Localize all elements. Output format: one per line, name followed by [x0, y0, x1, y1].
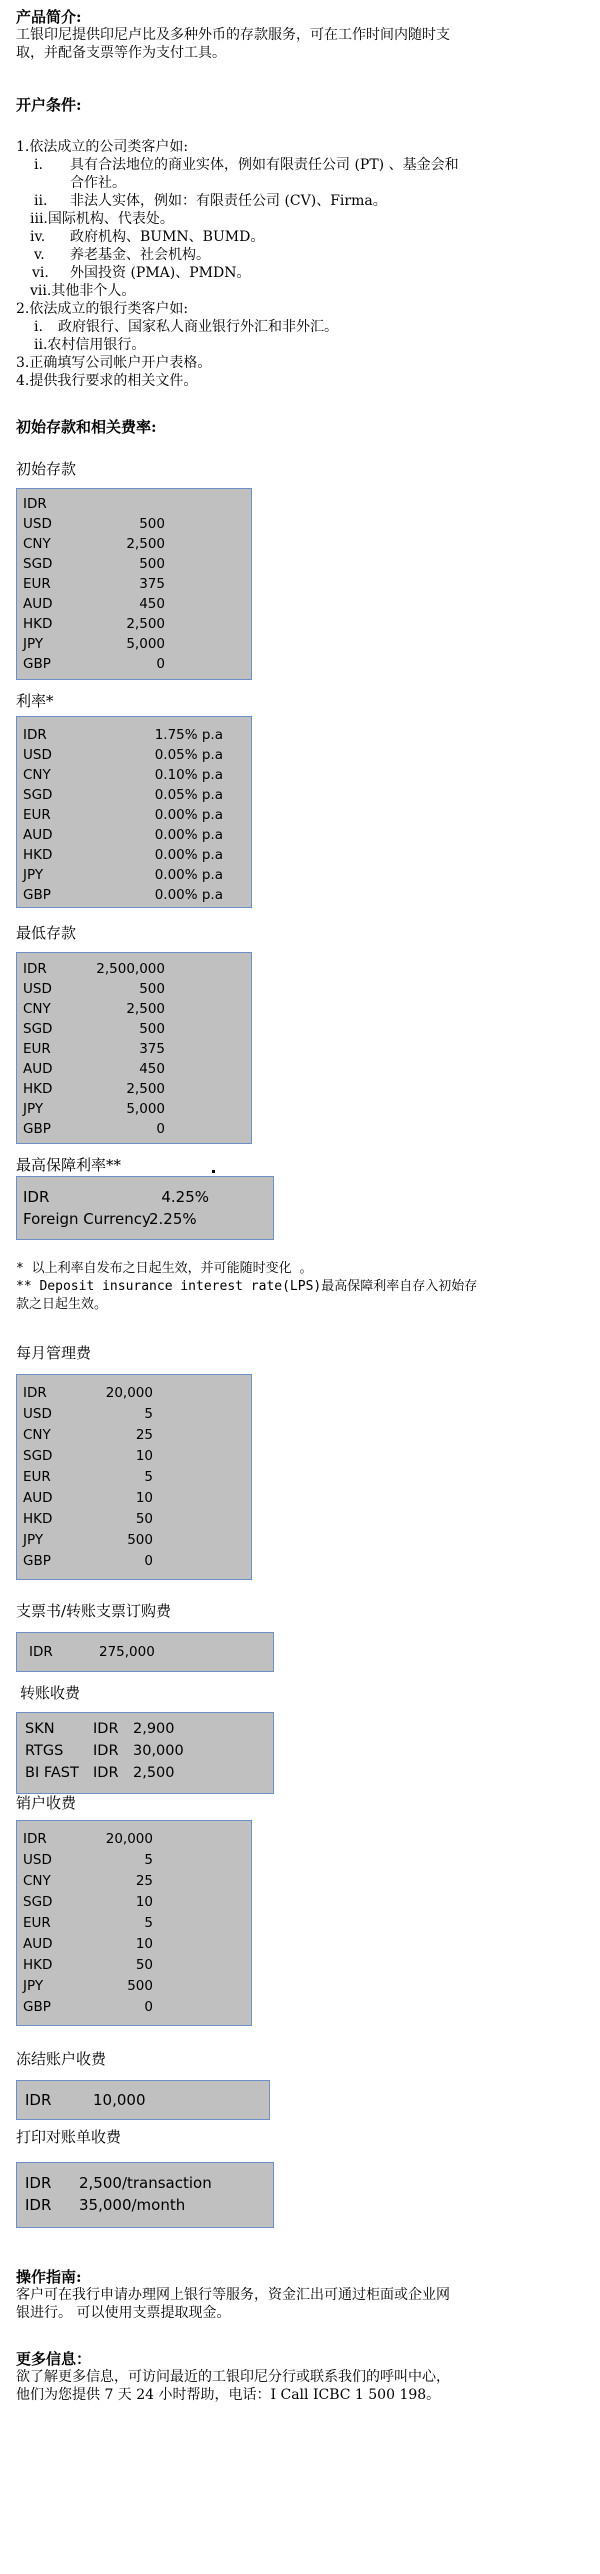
condition-item: 3.正确填写公司帐户开户表格。 [16, 355, 212, 371]
table-row: EUR 375 [23, 576, 165, 592]
table-row: JPY 5,000 [23, 636, 165, 652]
condition-item: 养老基金、社会机构。 [70, 247, 210, 263]
table-row: IDR 20,000 [23, 1385, 153, 1401]
table-row: SGD 500 [23, 1021, 165, 1037]
table-row: JPY 500 [23, 1532, 153, 1548]
condition-item: iii.国际机构、代表处。 [30, 211, 174, 227]
table-row: GBP 0 [23, 1121, 165, 1137]
table-row: GBP 0 [23, 1553, 153, 1569]
table-row: CNY 2,500 [23, 1001, 165, 1017]
guide-line2: 银进行。 可以使用支票提取现金。 [16, 2305, 231, 2321]
table-row: AUD 10 [23, 1936, 153, 1952]
table-row: EUR 375 [23, 1041, 165, 1057]
guide-heading: 操作指南: [16, 2268, 82, 2286]
statement-fee-label: 打印对账单收费 [16, 2128, 122, 2146]
condition-item: ii.农村信用银行。 [34, 337, 146, 353]
cheque-fee-label: 支票书/转账支票订购费 [16, 1602, 172, 1620]
condition-item: 外国投资 (PMA)、PMDN。 [70, 265, 251, 281]
table-row: GBP 0 [23, 1999, 153, 2015]
max-guarantee-table [16, 1176, 274, 1240]
more-info-line1: 欲了解更多信息，可访问最近的工银印尼分行或联系我们的呼叫中心， [16, 2369, 450, 2385]
table-row: SGD 10 [23, 1448, 153, 1464]
condition-item: i. [34, 319, 43, 335]
condition-item: 2.依法成立的银行类客户如: [16, 301, 189, 317]
table-row: CNY 25 [23, 1873, 153, 1889]
table-row: SGD 0.05% p.a [23, 787, 223, 803]
table-row: USD 0.05% p.a [23, 747, 223, 763]
note-2-line2: 款之日起生效。 [16, 1297, 108, 1312]
condition-item: 具有合法地位的商业实体，例如有限责任公司 (PT) 、基金会和 [70, 157, 459, 173]
product-desc-line2: 取，并配备支票等作为支付工具。 [16, 45, 226, 61]
table-row: IDR 1.75% p.a [23, 727, 223, 743]
frozen-fee-table [16, 2080, 270, 2120]
table-row: CNY 2,500 [23, 536, 165, 552]
table-row: SKN IDR 2,900 [25, 1721, 175, 1737]
table-row: HKD 0.00% p.a [23, 847, 223, 863]
table-row: Foreign Currency 2.25% [23, 1210, 197, 1228]
table-row: IDR 10,000 [25, 2091, 146, 2109]
dot-mark [212, 1170, 215, 1173]
initial-deposit-table: IDR USD 500 CNY 2,500 SGD 500 EUR 375 AUD 450 HKD 2,500 JPY 5,000 GBP 0 [16, 488, 252, 680]
table-row: EUR 5 [23, 1915, 153, 1931]
table-row: RTGS IDR 30,000 [25, 1743, 184, 1759]
minimum-deposit-table [16, 952, 252, 1144]
condition-item: 政府银行、国家私人商业银行外汇和非外汇。 [58, 319, 338, 335]
table-row: BI FAST IDR 2,500 [25, 1765, 175, 1781]
note-2-line1: ** Deposit insurance interest rate(LPS)最高保障利率自存入初始存 [16, 1279, 478, 1294]
table-row: CNY 25 [23, 1427, 153, 1443]
table-row: HKD 2,500 [23, 616, 165, 632]
transfer-fee-label: 转账收费 [20, 1684, 81, 1702]
table-row: JPY 500 [23, 1978, 153, 1994]
cheque-fee-table [16, 1632, 274, 1672]
interest-label: 利率* [16, 692, 54, 710]
more-info-heading: 更多信息： [16, 2350, 92, 2368]
condition-item: 1.依法成立的公司类客户如: [16, 139, 189, 155]
closing-fee-table [16, 1820, 252, 2026]
closing-fee-label: 销户收费 [16, 1794, 77, 1812]
table-row: AUD 450 [23, 596, 165, 612]
rates-heading: 初始存款和相关费率: [16, 418, 157, 436]
table-row: IDR 2,500/transaction [25, 2174, 212, 2192]
table-row: HKD 50 [23, 1511, 153, 1527]
condition-item: 政府机构、BUMN、BUMD。 [70, 229, 265, 245]
table-row: EUR 0.00% p.a [23, 807, 223, 823]
note-1: * 以上利率自发布之日起生效，并可能随时变化 。 [16, 1261, 313, 1276]
condition-item: ii. [34, 193, 48, 209]
table-row: JPY 0.00% p.a [23, 867, 223, 883]
table-row: CNY 0.10% p.a [23, 767, 223, 783]
table-row: GBP 0.00% p.a [23, 887, 223, 903]
condition-item: i. [34, 157, 43, 173]
monthly-fee-table [16, 1374, 252, 1580]
condition-item: 合作社。 [70, 175, 126, 191]
table-row: SGD 10 [23, 1894, 153, 1910]
table-row: USD 5 [23, 1406, 153, 1422]
table-row: AUD 450 [23, 1061, 165, 1077]
table-row: IDR 275,000 [29, 1644, 155, 1660]
table-row: AUD 10 [23, 1490, 153, 1506]
table-row: IDR 2,500,000 [23, 961, 165, 977]
product-desc-line1: 工银印尼提供印尼卢比及多种外币的存款服务，可在工作时间内随时支 [16, 27, 450, 43]
max-guarantee-label: 最高保障利率** [16, 1156, 122, 1174]
condition-item: vii.其他非个人。 [30, 283, 136, 299]
table-row: JPY 5,000 [23, 1101, 165, 1117]
conditions-heading: 开户条件: [16, 96, 82, 114]
table-row: HKD 2,500 [23, 1081, 165, 1097]
monthly-fee-label: 每月管理费 [16, 1344, 92, 1362]
table-row: USD 500 [23, 516, 165, 532]
table-row: EUR 5 [23, 1469, 153, 1485]
statement-fee-table [16, 2162, 274, 2228]
condition-item: iv. [30, 229, 46, 245]
interest-table [16, 716, 252, 908]
initial-deposit-label: 初始存款 [16, 460, 77, 478]
table-row: IDR 20,000 [23, 1831, 153, 1847]
guide-line1: 客户可在我行申请办理网上银行等服务，资金汇出可通过柜面或企业网 [16, 2287, 450, 2303]
table-row: IDR 4.25% [23, 1188, 209, 1206]
condition-item: 4.提供我行要求的相关文件。 [16, 373, 198, 389]
condition-item: 非法人实体，例如：有限责任公司 (CV)、Firma。 [70, 193, 387, 209]
table-row: IDR 35,000/month [25, 2196, 186, 2214]
condition-item: v. [34, 247, 45, 263]
table-row: GBP 0 [23, 656, 165, 672]
product-heading: 产品简介: [16, 8, 82, 26]
table-row: HKD 50 [23, 1957, 153, 1973]
transfer-fee-table [16, 1712, 274, 1794]
minimum-deposit-label: 最低存款 [16, 924, 77, 942]
table-row: AUD 0.00% p.a [23, 827, 223, 843]
table-row: SGD 500 [23, 556, 165, 572]
table-row: USD 500 [23, 981, 165, 997]
condition-item: vi. [32, 265, 49, 281]
table-row: USD 5 [23, 1852, 153, 1868]
frozen-fee-label: 冻结账户收费 [16, 2050, 107, 2068]
more-info-line2: 他们为您提供 7 天 24 小时帮助，电话：I Call ICBC 1 500 198。 [16, 2387, 441, 2403]
